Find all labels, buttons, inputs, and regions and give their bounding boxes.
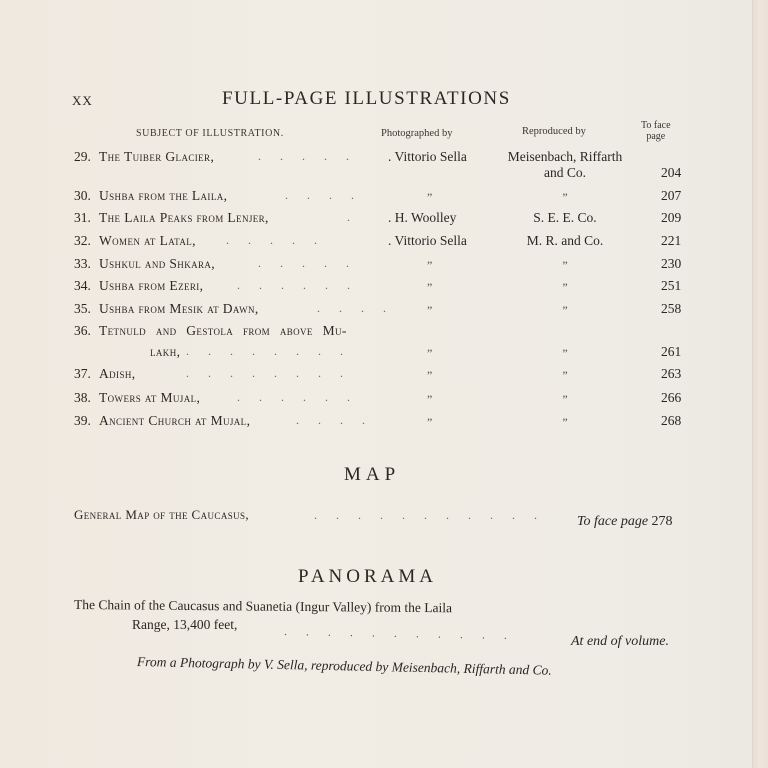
illustration-number: 30. xyxy=(74,188,91,203)
photographer: . Vittorio Sella xyxy=(388,233,467,248)
leader-dots: . . . . . . . . xyxy=(186,366,343,380)
adjacent-page-edge xyxy=(752,0,768,768)
photographer: . Vittorio Sella xyxy=(388,149,467,164)
illustration-number: 31. xyxy=(74,210,91,225)
map-leader-dots: . . . . . . . . . . . xyxy=(314,508,537,522)
illustration-number: 38. xyxy=(74,390,91,405)
panorama-location: At end of volume. xyxy=(571,634,669,649)
illustration-title: Ushba from Mesik at Dawn, xyxy=(99,301,259,316)
map-entry-title: General Map of the Caucasus, xyxy=(74,507,250,522)
reproducer-ditto: ” xyxy=(562,303,568,317)
illustration-row xyxy=(0,256,752,276)
illustration-title: Ushba from the Laila, xyxy=(99,188,228,203)
illustration-title: Ancient Church at Mujal, xyxy=(99,413,251,428)
panorama-leader-dots: . . . . . . . . . . . xyxy=(283,624,508,642)
leader-dots: . . . . xyxy=(296,413,365,427)
illustration-title: Towers at Mujal, xyxy=(99,390,201,405)
reproducer-ditto: ” xyxy=(562,368,568,382)
map-section-title: MAP xyxy=(344,464,401,485)
face-page-number: 209 xyxy=(661,210,682,225)
illustration-row xyxy=(0,323,752,367)
illustration-number: 34. xyxy=(74,278,91,293)
illustration-number: 32. xyxy=(74,233,91,248)
map-page-ref-label: To face page xyxy=(577,514,649,529)
panorama-entry-line1: The Chain of the Caucasus and Suanetia (Ingur Valley) from the Laila xyxy=(73,597,453,616)
reproducer: Meisenbach, Riffarth xyxy=(507,149,623,164)
reproducer: S. E. E. Co. xyxy=(533,210,597,225)
leader-dots: . . . . . xyxy=(226,233,317,247)
column-header-subject: SUBJECT OF ILLUSTRATION. xyxy=(136,128,284,139)
illustration-title: Ushkul and Shkara, xyxy=(99,256,216,271)
illustration-number: 33. xyxy=(74,256,91,271)
photographer-ditto: ” xyxy=(427,190,433,204)
column-header-photographed-by: Photographed by xyxy=(381,128,453,139)
reproducer-ditto: ” xyxy=(562,280,568,294)
face-page-number: 204 xyxy=(661,165,682,180)
photographer-ditto: ” xyxy=(427,258,433,272)
reproducer-ditto: ” xyxy=(562,415,568,429)
illustration-row xyxy=(0,413,752,433)
illustration-row xyxy=(0,210,752,230)
illustration-title: The Laila Peaks from Lenjer, xyxy=(99,210,269,225)
face-page-number: 258 xyxy=(661,301,682,316)
reproducer: M. R. and Co. xyxy=(526,233,604,248)
illustration-title: Women at Latal, xyxy=(99,233,196,248)
leader-dots: . . . . . . xyxy=(237,278,350,292)
illustration-number: 37. xyxy=(74,366,91,381)
leader-dots: . . . . . xyxy=(258,256,349,270)
illustration-number: 35. xyxy=(74,301,91,316)
illustration-row xyxy=(0,301,752,321)
page-heading: FULL-PAGE ILLUSTRATIONS xyxy=(222,88,511,109)
illustration-row xyxy=(0,188,752,208)
illustration-title: The Tuiber Glacier, xyxy=(99,149,215,164)
face-page-number: 268 xyxy=(661,413,682,428)
leader-dots: . . . . . . . . xyxy=(186,344,343,358)
illustration-number: 39. xyxy=(74,413,91,428)
photographer-ditto: ” xyxy=(427,415,433,429)
face-page-number: 261 xyxy=(661,344,682,359)
face-page-number: 266 xyxy=(661,390,682,405)
illustration-title-continued: lakh, xyxy=(150,344,181,359)
leader-dots: . . . . . xyxy=(258,149,349,163)
photographer-ditto: ” xyxy=(427,280,433,294)
leader-dots: . xyxy=(347,210,350,224)
illustration-number: 29. xyxy=(74,149,91,164)
face-page-number: 230 xyxy=(661,256,682,271)
reproducer-ditto: ” xyxy=(562,392,568,406)
photographer-ditto: ” xyxy=(427,368,433,382)
leader-dots: . . . . . . xyxy=(237,390,350,404)
leader-dots: . . . . xyxy=(285,188,354,202)
map-page-number: 278 xyxy=(651,514,673,529)
illustration-row xyxy=(0,233,752,253)
illustration-title: Tetnuld and Gestola from above Mu- xyxy=(99,323,347,338)
panorama-section-title: PANORAMA xyxy=(298,566,437,587)
photographer-ditto: ” xyxy=(427,392,433,406)
illustration-title: Ushba from Ezeri, xyxy=(99,278,204,293)
reproducer-continued: and Co. xyxy=(544,165,586,180)
map-page-ref xyxy=(577,514,673,530)
column-header-reproduced-by: Reproduced by xyxy=(522,126,586,137)
face-page-number: 251 xyxy=(661,278,682,293)
column-header-to-face-page xyxy=(641,120,671,142)
face-page-number: 207 xyxy=(661,188,682,203)
illustration-row xyxy=(0,390,752,410)
leader-dots: . . . . xyxy=(317,301,386,315)
illustration-number: 36. xyxy=(74,323,91,338)
illustration-title: Adish, xyxy=(99,366,136,381)
column-header-to-face-line1: To face xyxy=(641,120,671,131)
photographer-ditto: ” xyxy=(427,303,433,317)
face-page-number: 263 xyxy=(661,366,682,381)
panorama-credit: From a Photograph by V. Sella, reproduced by Meisenbach, Riffarth and Co. xyxy=(136,654,552,678)
illustration-row xyxy=(0,149,752,180)
reproducer-ditto: ” xyxy=(562,258,568,272)
face-page-number: 221 xyxy=(661,233,682,248)
column-header-to-face-line2: page xyxy=(646,131,666,142)
page-folio: XX xyxy=(72,93,93,108)
illustration-row xyxy=(0,278,752,298)
panorama-entry-line2: Range, 13,400 feet, xyxy=(132,617,238,632)
reproducer-ditto: ” xyxy=(562,346,568,360)
photographer: . H. Woolley xyxy=(388,210,457,225)
reproducer-ditto: ” xyxy=(562,190,568,204)
photographer-ditto: ” xyxy=(427,346,433,360)
illustration-row xyxy=(0,366,752,386)
